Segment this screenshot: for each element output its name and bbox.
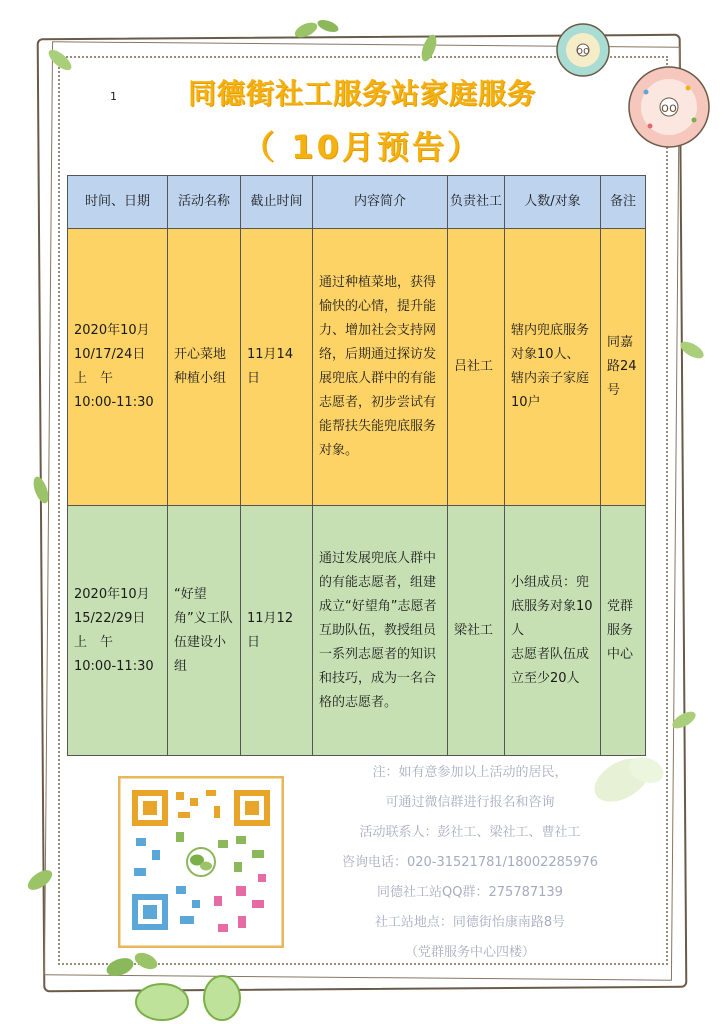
note-line: 活动联系人：彭社工、梁社工、曹社工 <box>359 825 581 840</box>
worker-cell: 梁社工 <box>448 506 505 756</box>
deadline-cell: 11月12日 <box>241 506 313 756</box>
page-title: 同德街社工服务站家庭服务 <box>187 77 536 110</box>
leaf-icon <box>664 700 704 740</box>
note-line: 咨询电话：020-31521781/18002285976 <box>341 855 599 870</box>
remark-cell: 党群服务中心 <box>601 506 646 756</box>
header-cell: 内容简介 <box>313 176 448 229</box>
content-cell: 通过发展兜底人群中的有能志愿者，组建成立“好望角”志愿者互助队伍，教授组员一系列志愿者的知识和技巧，成为一名合格的志愿者。 <box>313 506 448 756</box>
note-line: 社工站地点：同德街怡康南路8号 <box>374 915 566 930</box>
page-number: 1 <box>110 90 117 103</box>
note-line: 可通过微信群进行报名和咨询 <box>385 795 555 810</box>
note-line: （党群服务中心四楼） <box>404 945 535 960</box>
note-line: 同德社工站QQ群：275787139 <box>377 885 563 900</box>
remark-cell: 同嘉路24号 <box>601 229 646 506</box>
table-row <box>68 506 646 756</box>
date-cell: 2020年10月 10/17/24日 上 午 10:00-11:30 <box>68 229 168 506</box>
qr-code-icon <box>118 776 284 948</box>
svg-text:oo: oo <box>661 101 677 116</box>
date-cell: 2020年10月 15/22/29日 上 午 10:00-11:30 <box>68 506 168 756</box>
target-cell: 小组成员：兜底服务对象10人 志愿者队伍成立至少20人 <box>505 506 601 756</box>
leaf-icon <box>26 470 56 510</box>
table-header-row <box>68 176 646 229</box>
header-cell: 活动名称 <box>168 176 241 229</box>
header-cell: 负责社工 <box>448 176 505 229</box>
activity-name-cell: 开心菜地种植小组 <box>168 229 241 506</box>
wechat-qr-code[interactable] <box>118 776 284 948</box>
activity-name-cell: “好望角”义工队伍建设小组 <box>168 506 241 756</box>
leaf-icon <box>130 968 250 1024</box>
leaf-icon <box>414 28 444 68</box>
leaf-icon <box>20 860 60 900</box>
leaf-icon <box>672 330 712 370</box>
note-line: 注：如有意参加以上活动的居民， <box>372 765 568 780</box>
content-cell: 通过种植菜地，获得愉快的心情，提升能力、增加社会支持网络，后期通过探访发展兜底人群中的有能志愿者，初步尝试有能帮扶失能兜底服务对象。 <box>313 229 448 506</box>
page-subtitle: （ 10月预告） <box>242 128 482 166</box>
header-cell: 人数/对象 <box>505 176 601 229</box>
svg-text:oo: oo <box>576 44 590 57</box>
contact-notes <box>320 758 620 968</box>
header-cell: 备注 <box>601 176 646 229</box>
header-cell: 时间、日期 <box>68 176 168 229</box>
table-row <box>68 229 646 506</box>
donut-icon <box>553 20 613 80</box>
leaf-icon <box>292 14 342 44</box>
worker-cell: 吕社工 <box>448 229 505 506</box>
header-cell: 截止时间 <box>241 176 313 229</box>
schedule-table <box>67 175 646 756</box>
deadline-cell: 11月14日 <box>241 229 313 506</box>
target-cell: 辖内兜底服务对象10人、 辖内亲子家庭10户 <box>505 229 601 506</box>
